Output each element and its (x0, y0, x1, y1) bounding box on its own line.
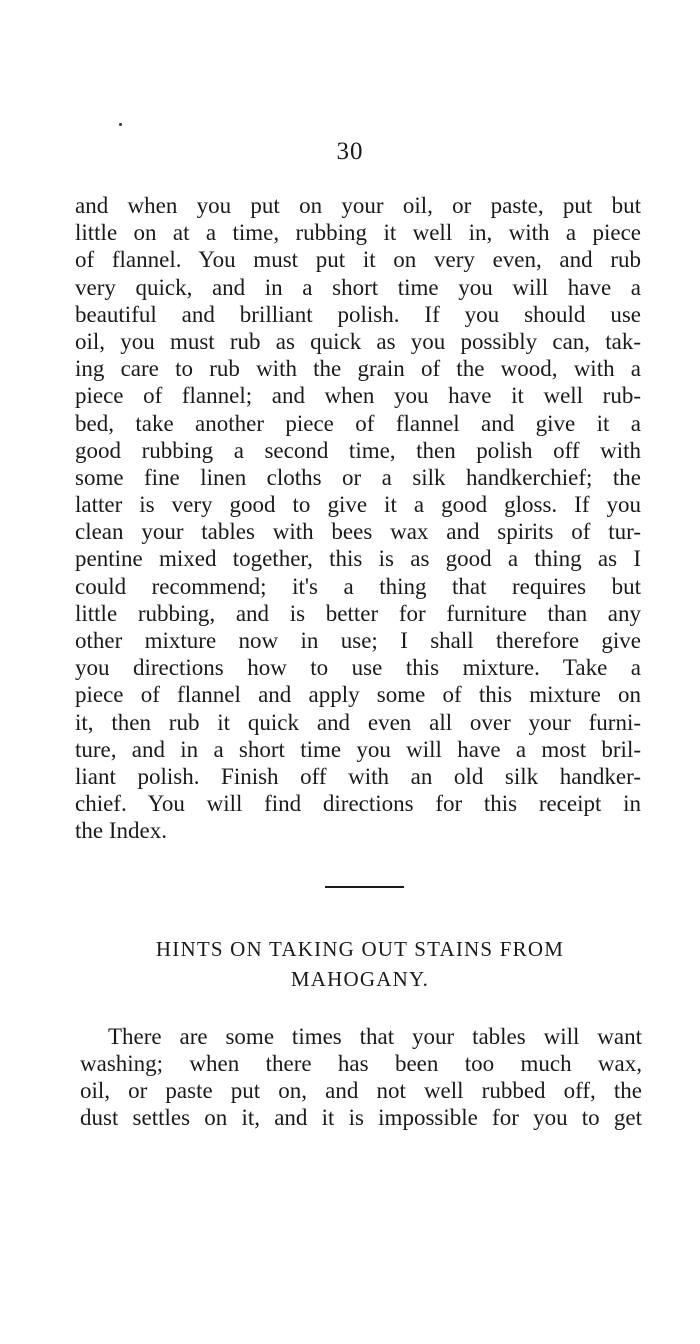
section-heading-line: MAHOGANY. (290, 967, 430, 991)
text-line: the Index. (75, 818, 167, 844)
text-line: little rubbing, and is better for furniture than any (75, 600, 641, 626)
section-divider (325, 886, 404, 888)
text-line: piece of flannel; and when you have it well rub- (75, 383, 641, 409)
text-line: beautiful and brilliant polish. If you should use (75, 301, 641, 327)
text-line: ture, and in a short time you will have a most bril- (75, 736, 641, 762)
text-line: There are some times that your tables will want (108, 1024, 642, 1049)
text-line: chief. You will find directions for this receipt in (75, 791, 641, 817)
text-line: pentine mixed together, this is as good a thing as I (75, 546, 641, 572)
text-line: clean your tables with bees wax and spirits of tur- (75, 519, 641, 545)
text-line: and when you put on your oil, or paste, put but (75, 193, 641, 218)
text-line: piece of flannel and apply some of this mixture on (75, 682, 641, 708)
page-number: 30 (336, 138, 364, 165)
text-line: little on at a time, rubbing it well in, with a piece (75, 220, 641, 246)
text-line: oil, or paste put on, and not well rubbed off, the (80, 1078, 642, 1103)
section-heading-line: HINTS ON TAKING OUT STAINS FROM (155, 937, 565, 961)
text-line: some fine linen cloths or a silk handkerchief; the (75, 464, 641, 490)
body-paragraph-2 (80, 1023, 642, 1131)
text-line: it, then rub it quick and even all over your furni- (75, 709, 641, 735)
text-line: very quick, and in a short time you will have a (75, 274, 641, 300)
text-line: liant polish. Finish off with an old silk handker- (75, 763, 641, 789)
text-line: you directions how to use this mixture. Take a (75, 655, 641, 681)
body-paragraph-1 (75, 192, 641, 845)
text-line: good rubbing a second time, then polish off with (75, 437, 641, 463)
text-line: of flannel. You must put it on very even, and rub (75, 247, 641, 273)
text-line: other mixture now in use; I shall therefore give (75, 628, 641, 653)
text-line: oil, you must rub as quick as you possibly can, tak- (75, 328, 641, 354)
text-line: washing; when there has been too much wax, (80, 1051, 642, 1076)
text-line: could recommend; it's a thing that requires but (75, 573, 641, 599)
text-line: latter is very good to give it a good gloss. If you (75, 492, 641, 518)
section-heading (90, 934, 630, 994)
text-line: dust settles on it, and it is impossible for you to get (80, 1105, 642, 1130)
print-speck (119, 123, 122, 126)
text-line: bed, take another piece of flannel and give it a (75, 410, 641, 436)
text-line: ing care to rub with the grain of the wood, with a (75, 356, 641, 382)
